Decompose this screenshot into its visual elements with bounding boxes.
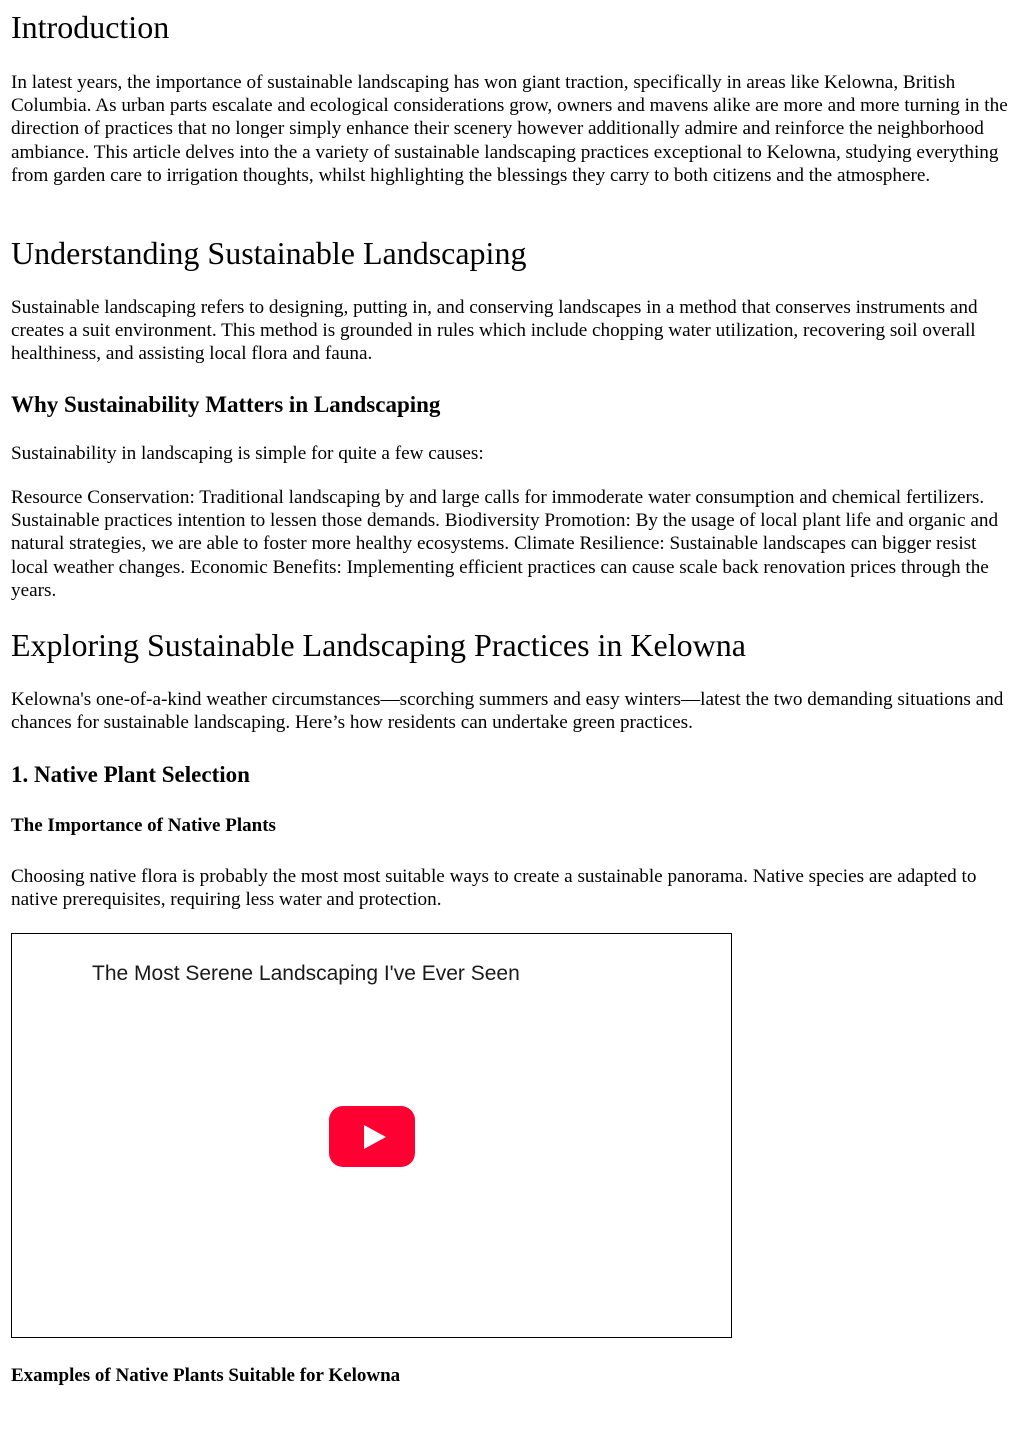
heading-understanding: Understanding Sustainable Landscaping xyxy=(11,235,527,271)
heading-importance-native: The Importance of Native Plants xyxy=(11,815,276,836)
paragraph-understanding: Sustainable landscaping refers to designing, putting in, and conserving landscapes in a method that conserves instruments and creates a suit environment. This method is grounded in rules which include chopping water utilization, recovering soil overall healthiness, and assisting local flora and fauna. xyxy=(11,297,978,365)
heading-exploring: Exploring Sustainable Landscaping Practices in Kelowna xyxy=(11,627,746,663)
paragraph-why-intro: Sustainability in landscaping is simple for quite a few causes: xyxy=(11,443,484,464)
heading-examples-native: Examples of Native Plants Suitable for Kelowna xyxy=(11,1365,401,1386)
video-title[interactable]: The Most Serene Landscaping I've Ever Seen xyxy=(92,962,520,985)
paragraph-introduction: In latest years, the importance of sustainable landscaping has won giant traction, specifically in areas like Kelowna, British Columbia. As urban parts escalate and ecological considerations grow, owners and mavens alike are more and more turning in the direction of practices that no longer simply enhance their scenery however additionally admire and reinforce the neighborhood ambiance. This article delves into the a variety of sustainable landscaping practices exceptional to Kelowna, studying everything from garden care to irrigation thoughts, whilst highlighting the blessings they carry to both citizens and the atmosphere. xyxy=(11,72,1008,186)
paragraph-exploring: Kelowna's one-of-a-kind weather circumstances—scorching summers and easy winters—latest the two demanding situations and chances for sustainable landscaping. Here’s how residents can undertake green practices. xyxy=(11,689,1004,734)
paragraph-importance-native: Choosing native flora is probably the most most suitable ways to create a sustainable panorama. Native species are adapted to native prerequisites, requiring less water and protection. xyxy=(11,866,977,911)
heading-native-plant-selection: 1. Native Plant Selection xyxy=(11,762,250,787)
play-icon[interactable] xyxy=(329,1106,415,1167)
heading-why-sustainability: Why Sustainability Matters in Landscaping xyxy=(11,392,441,417)
video-embed[interactable] xyxy=(11,933,732,1338)
paragraph-why-reasons: Resource Conservation: Traditional landscaping by and large calls for immoderate water consumption and chemical fertilizers. Sustainable practices intention to lessen those demands. Biodiversity Promotion: By the usage of local plant life and organic and natural strategies, we are able to foster more healthy ecosystems. Climate Resilience: Sustainable landscapes can bigger resist local weather changes. Economic Benefits: Implementing efficient practices can cause scale back renovation prices through the years. xyxy=(11,487,999,601)
heading-introduction: Introduction xyxy=(11,9,170,45)
